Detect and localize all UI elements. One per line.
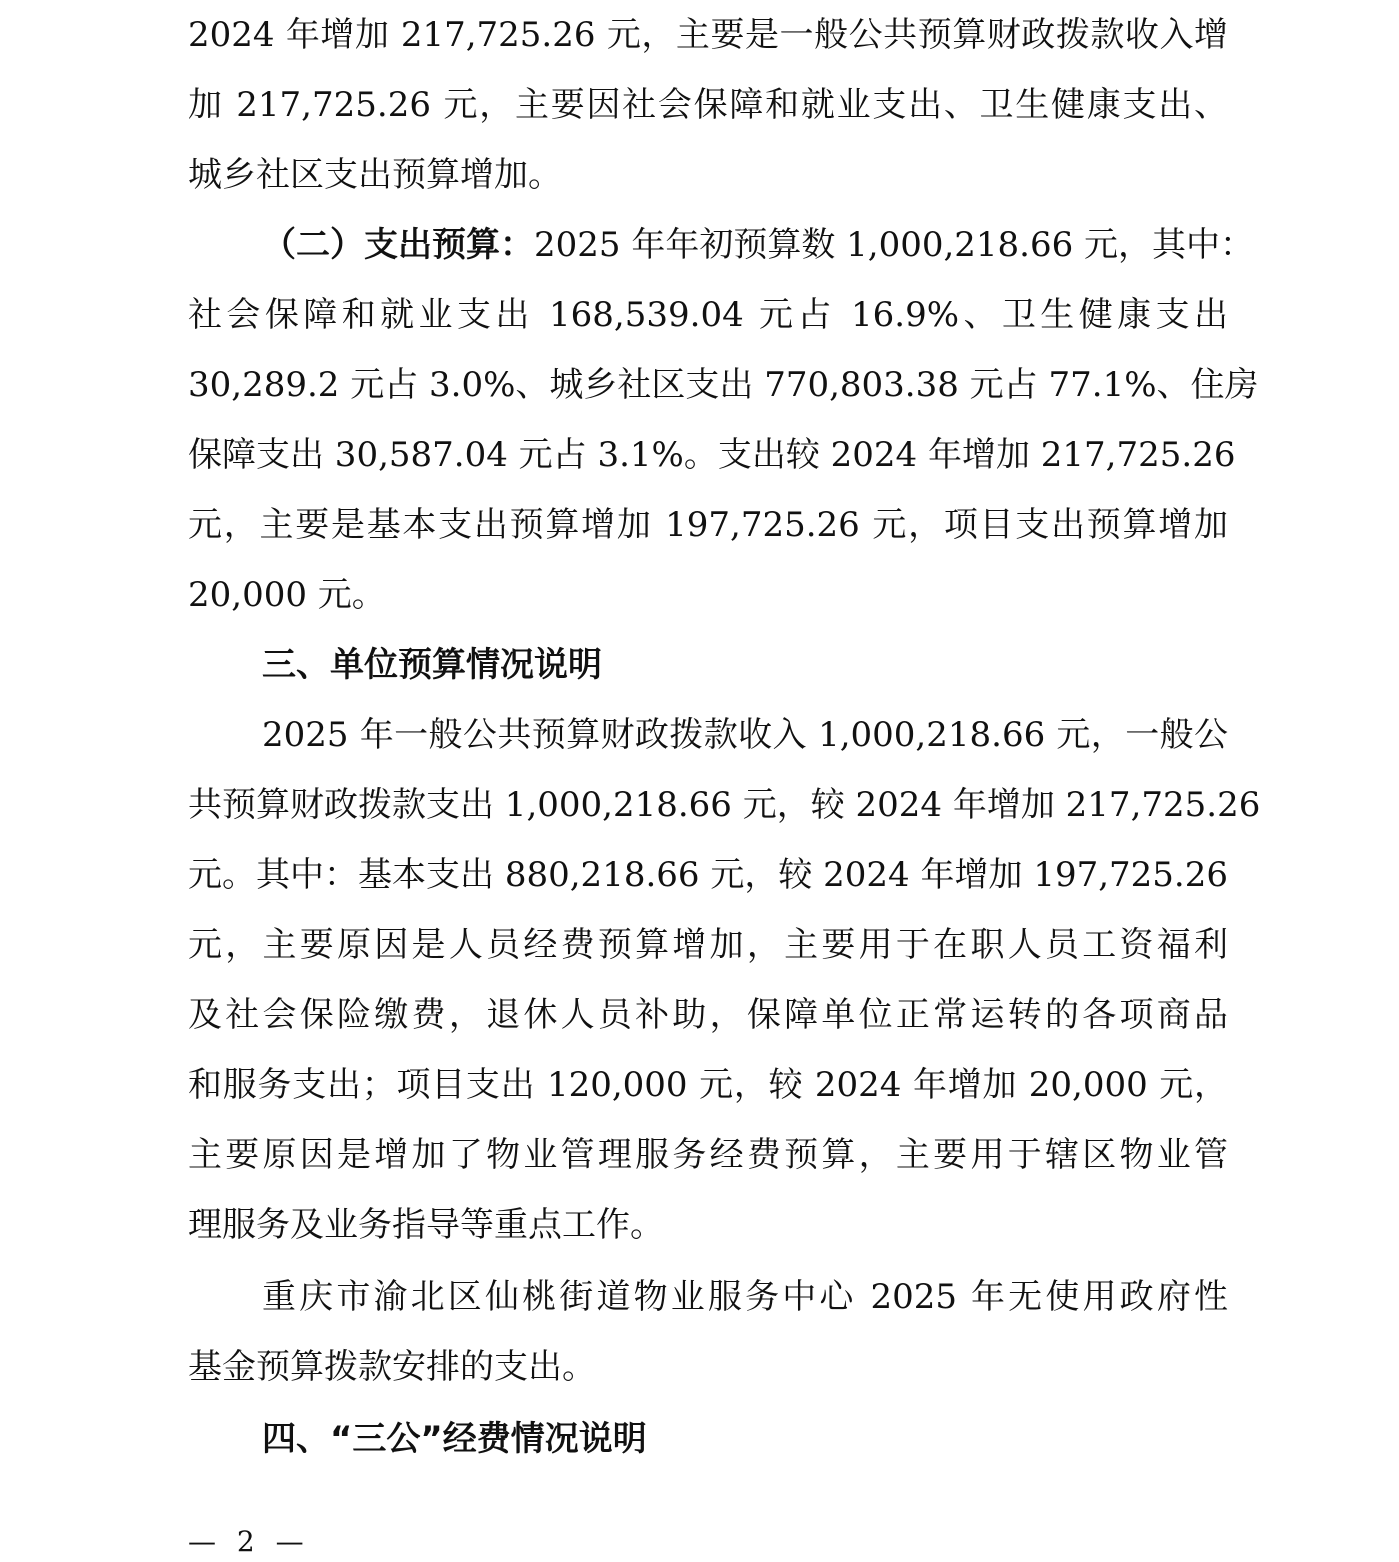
heading-text: 四、“三公”经费情况说明	[262, 1419, 647, 1459]
text-line: 重庆市渝北区仙桃街道物业服务中心 2025 年无使用政府性	[262, 1277, 1228, 1317]
text-line: 主要原因是增加了物业管理服务经费预算，主要用于辖区物业管	[188, 1135, 1228, 1175]
paragraph-unit-budget	[188, 700, 1261, 1260]
text-line: 元。其中：基本支出 880,218.66 元，较 2024 年增加 197,725.26	[188, 855, 1228, 895]
section-heading-three-public	[188, 1404, 1228, 1474]
text-line: 和服务支出；项目支出 120,000 元，较 2024 年增加 20,000 元，	[188, 1065, 1228, 1105]
text-line-first	[188, 210, 1255, 280]
paragraph-income-continuation	[188, 0, 1228, 210]
text-fragment: 2025 年年初预算数 1,000,218.66 元，其中：	[534, 225, 1255, 265]
text-line: 20,000 元。	[188, 575, 386, 615]
heading-text: 三、单位预算情况说明	[262, 645, 602, 685]
text-line: 2024 年增加 217,725.26 元，主要是一般公共预算财政拨款收入增	[188, 15, 1228, 55]
text-line: 及社会保险缴费，退休人员补助，保障单位正常运转的各项商品	[188, 995, 1228, 1035]
section-heading-unit-budget	[188, 630, 1228, 700]
text-line: 30,289.2 元占 3.0%、城乡社区支出 770,803.38 元占 77.1%、住房	[188, 365, 1259, 405]
text-line: 理服务及业务指导等重点工作。	[188, 1205, 664, 1245]
section-label-expenditure: （二）支出预算：	[262, 225, 534, 265]
text-line: 城乡社区支出预算增加。	[188, 155, 562, 195]
text-line: 元，主要是基本支出预算增加 197,725.26 元，项目支出预算增加	[188, 505, 1228, 545]
text-line: 基金预算拨款安排的支出。	[188, 1347, 596, 1387]
text-line: 2025 年一般公共预算财政拨款收入 1,000,218.66 元，一般公	[262, 715, 1228, 755]
text-line: 加 217,725.26 元，主要因社会保障和就业支出、卫生健康支出、	[188, 85, 1228, 125]
paragraph-expenditure-budget	[188, 210, 1259, 630]
text-line: 社会保障和就业支出 168,539.04 元占 16.9%、卫生健康支出	[188, 295, 1228, 335]
page-number: — 2 —	[188, 1525, 310, 1558]
text-line: 元，主要原因是人员经费预算增加，主要用于在职人员工资福利	[188, 925, 1228, 965]
text-line: 共预算财政拨款支出 1,000,218.66 元，较 2024 年增加 217,725.26	[188, 785, 1261, 825]
text-line: 保障支出 30,587.04 元占 3.1%。支出较 2024 年增加 217,725.26	[188, 435, 1236, 475]
paragraph-government-fund	[188, 1262, 1228, 1402]
